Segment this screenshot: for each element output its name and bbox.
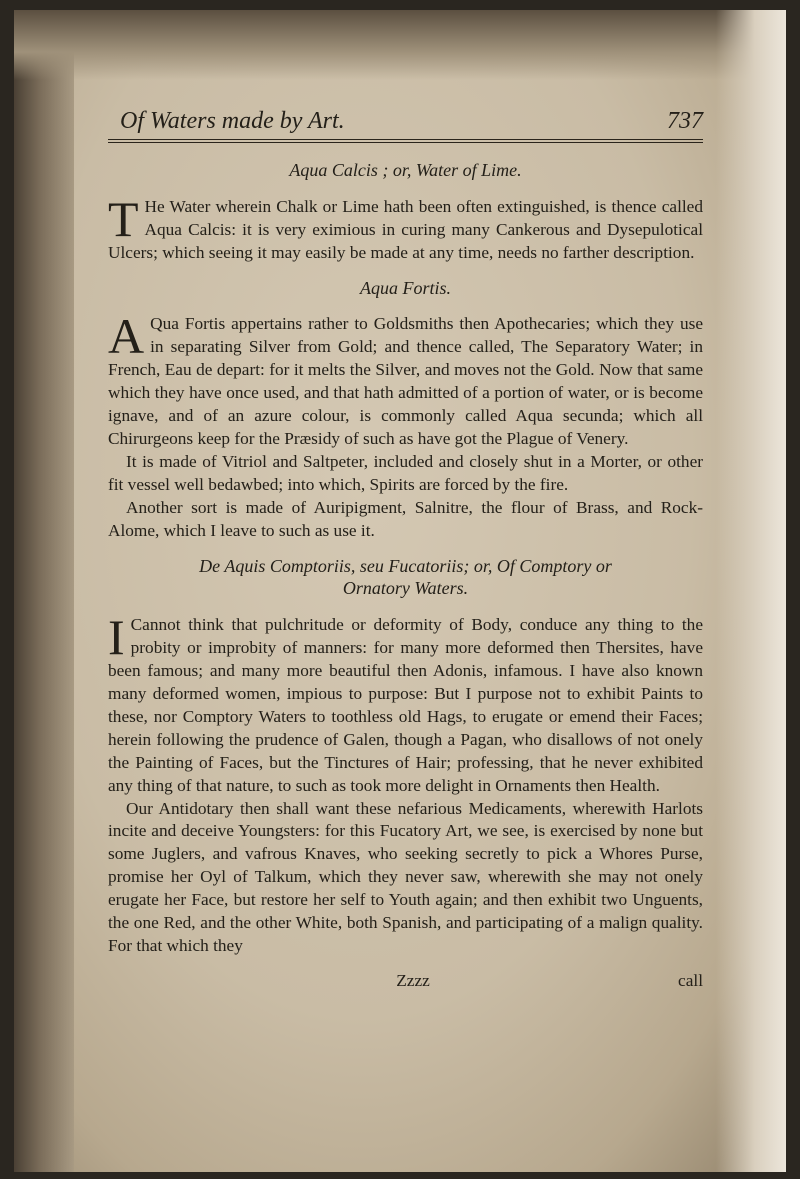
signature-mark: Zzzz xyxy=(396,970,430,990)
section-paragraph: Another sort is made of Auripigment, Salnitre, the flour of Brass, and Rock-Alome, which I leave to such as use it. xyxy=(108,497,703,540)
page-top-shadow xyxy=(14,10,786,80)
text-block xyxy=(108,110,703,993)
section-aqua-fortis xyxy=(108,277,703,543)
page-footer xyxy=(108,970,703,993)
section-heading: Aqua Calcis ; or, Water of Lime. xyxy=(289,159,522,180)
paragraph-text: Qua Fortis appertains rather to Goldsmiths then Apothecaries; which they use in separating Silver from Gold; and thence called, The Separatory Water; in French, Eau de depart: for it melts the Silver, and moves not the Gold. Now that same which they have once used, and that hath admitted of a portion of water, or is become ignave, and of an azure colour, is commonly called Aqua secunda; which all Chirurgeons keep for the Præsidy of such as have got the Plague of Venery. xyxy=(108,314,703,448)
drop-cap: I xyxy=(108,609,125,666)
section-paragraph xyxy=(108,308,703,450)
section-heading: De Aquis Comptoriis, seu Fucatoriis; or, Of Comptory or xyxy=(199,555,612,576)
section-paragraph xyxy=(108,190,703,265)
catchword: call xyxy=(678,970,703,990)
section-heading: Aqua Fortis. xyxy=(359,277,451,298)
section-heading-line2: Ornatory Waters. xyxy=(342,578,469,599)
page-right-edge xyxy=(716,10,786,1172)
section-comptory-waters xyxy=(108,555,703,958)
page-gutter xyxy=(14,10,74,1172)
paragraph-text: Cannot think that pulchritude or deformity of Body, conduce any thing to the probity or improbity of manners: for many more deformed then Thersites, have been famous; and many more beautiful then Adonis, infamous. I have also known many deformed women, impious to purpose: But I purpose not to exhibit Paints to these, nor Comptory Waters to toothless old Hags, to erugate or emend their Faces; herein following the prudence of Galen, though a Pagan, who disallows of not onely the Painting of Faces, but the Tinctures of Hair; professing, that he never exhibited any thing of that nature, to such as took more delight in Ornaments then Health. xyxy=(108,615,703,795)
section-paragraph: Our Antidotary then shall want these nefarious Medicaments, wherewith Harlots incite and deceive Youngsters: for this Fucatory Art, we see, is exercised by none but some Juglers, and vafrous Knaves, who seeking secretly to pick a Whores Purse, promise her Oyl of Talkum, which they never saw, wherewith she may not onely erugate her Face, but restore her self to Youth again; and then exhibit two Unguents, the one Red, and the other White, both Spanish, and participating of a malign quality. For that which they xyxy=(108,798,703,955)
section-aqua-calcis xyxy=(108,159,703,265)
header-rule xyxy=(108,139,703,143)
running-header xyxy=(108,110,703,133)
section-paragraph xyxy=(108,609,703,797)
drop-cap: A xyxy=(108,308,145,365)
paragraph-text: He Water wherein Chalk or Lime hath been often extinguished, is thence called Aqua Calcis: it is very eximious in curing many Cankerous and Dysepulotical Ulcers; which seeing it may easily be made at any time, needs no farther description. xyxy=(108,196,703,262)
drop-cap: T xyxy=(108,190,139,247)
running-title: Of Waters made by Art. xyxy=(120,108,345,134)
footer-spacer xyxy=(108,970,148,993)
section-paragraph: It is made of Vitriol and Saltpeter, included and closely shut in a Morter, or other fit vessel well bedawbed; into which, Spirits are forced by the fire. xyxy=(108,451,703,494)
page-number: 737 xyxy=(667,108,703,134)
